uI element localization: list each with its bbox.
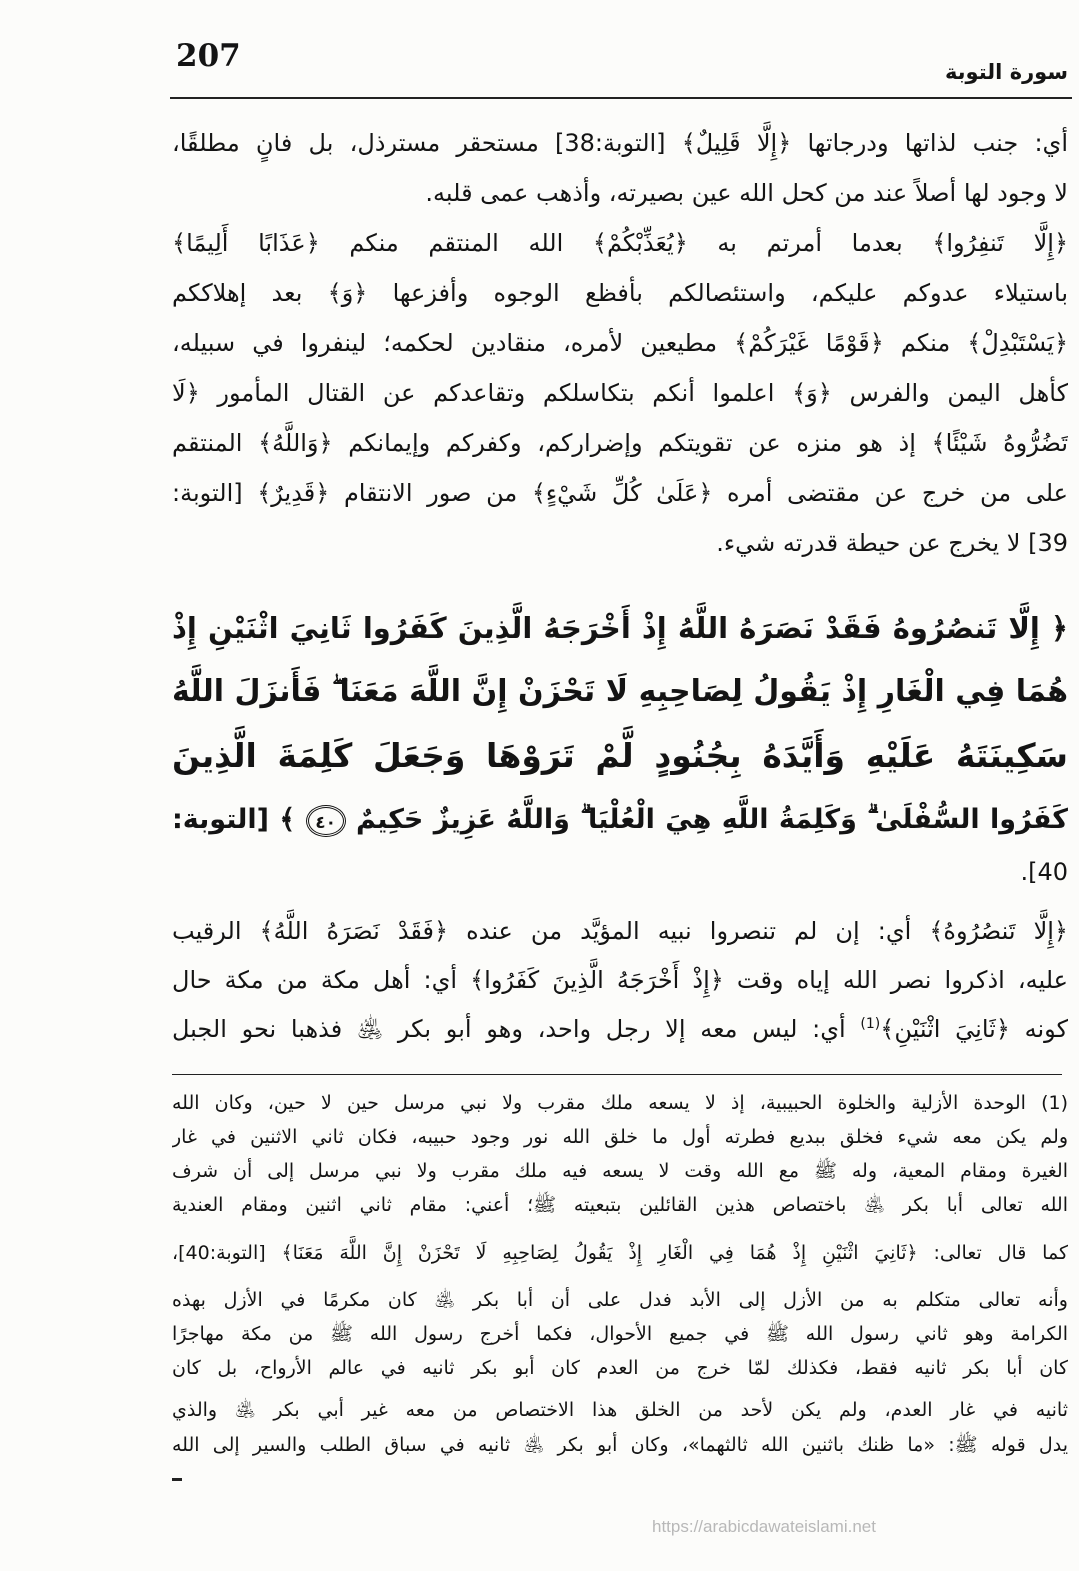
tafsir-line: تَضُرُّوهُ شَيْئًا﴾ إذ هو منزه عن تقويتكم وإضراركم، وكفركم وإيمانكم ﴿وَاللَّهُ﴾ المنتقم	[172, 429, 1068, 457]
surah-title: سورة التوبة	[944, 60, 1068, 84]
verse-number-medallion: ٤٠	[306, 805, 346, 837]
footnote-line: كان أبا بكر ثانيه فقط، فكذلك لمّا خرج من العدم كان أبو بكر ثانيه في عالم الأرواح، بل كان	[172, 1357, 1068, 1379]
commentary-line	[172, 1004, 1068, 1054]
verse-line: هُمَا فِي الْغَارِ إِذْ يَقُولُ لِصَاحِبِهِ لَا تَحْزَنْ إِنَّ اللَّهَ مَعَنَا ۖ فَأَنزَلَ اللَّهُ	[172, 674, 1068, 709]
tafsir-line: باستيلاء عدوكم عليكم، واستئصالكم بأفظع الوجوه وأفزعها ﴿وَ﴾ بعد إهلاككم	[172, 279, 1068, 307]
footnote-line: يدل قوله ﷺ: «ما ظنك باثنين الله ثالثهما»، وكان أبو بكر ﵁ ثانيه في سباق الطلب والسير إلى الله	[172, 1434, 1068, 1456]
page-number: 207	[176, 38, 241, 74]
verse-line-text: كَفَرُوا السُّفْلَىٰ ۗ وَكَلِمَةُ اللَّهِ هِيَ الْعُلْيَا ۗ وَاللَّهُ عَزِيزٌ حَكِيمٌ	[356, 804, 1068, 835]
footnote-line: الكرامة وهو ثاني رسول الله ﷺ في جميع الأحوال، فكما أخرج رسول الله ﷺ من مكة مهاجرًا	[172, 1323, 1068, 1345]
footnote-line: ثانيه في غار العدم، ولم يكن لأحد من الخلق هذا الاختصاص من معه غير أبي بكر ﵁ والذي	[172, 1399, 1068, 1421]
verse-line: ﴿ إِلَّا تَنصُرُوهُ فَقَدْ نَصَرَهُ اللَّهُ إِذْ أَخْرَجَهُ الَّذِينَ كَفَرُوا ثَانِيَ اثْنَيْنِ إِذْ	[172, 611, 1068, 645]
header-rule	[170, 97, 1072, 99]
tafsir-line: كأهل اليمن والفرس ﴿وَ﴾ اعلموا أنكم بتكاسلكم وتقاعدكم عن القتال المأمور ﴿لَا	[172, 379, 1068, 407]
footnote-line: وأنه تعالى متكلم به من الأزل إلى الأبد فدل على أن أبا بكر ﵁ كان مكرمًا في الأزل بهذه	[172, 1289, 1068, 1311]
footnote-marker: (1)	[860, 1016, 881, 1032]
footnote-line: ولم يكن معه شيء فخلق ببديع فطرته أول ما خلق الله نور وجود حبيبه، فكان ثاني الاثنين في غار	[172, 1126, 1068, 1148]
verse-line	[172, 788, 1068, 852]
verse-line: سَكِينَتَهُ عَلَيْهِ وَأَيَّدَهُ بِجُنُودٍ لَّمْ تَرَوْهَا وَجَعَلَ كَلِمَةَ الَّذِينَ	[172, 736, 1068, 775]
tafsir-line: ﴿إِلَّا تَنفِرُوا﴾ بعدما أمرتم به ﴿يُعَذِّبْكُمْ﴾ الله المنتقم منكم ﴿عَذَابًا أَلِيمًا﴾	[172, 229, 1068, 257]
tafsir-line: 39] لا يخرج عن حيطة قدرته شيء.	[716, 529, 1068, 557]
footnote-separator	[172, 1074, 1062, 1075]
tafsir-line: أي: جنب لذاتها ودرجاتها ﴿إِلَّا قَلِيلٌ﴾ [التوبة:38] مستحقر مسترذل، بل فانٍ مطلقًا،	[172, 129, 1068, 157]
tafsir-line: لا وجود لها أصلاً عند من كحل الله عين بصيرته، وأذهب عمى قلبه.	[425, 179, 1068, 207]
commentary-text: كونه ﴿ثَانِيَ اثْنَيْنِ﴾	[880, 1015, 1068, 1043]
commentary-line: ﴿إِلَّا تَنصُرُوهُ﴾ أي: إن لم تنصروا نبيه المؤيَّد من عنده ﴿فَقَدْ نَصَرَهُ اللَّهُ﴾ الرقيب	[172, 917, 1068, 945]
watermark: https://arabicdawateislami.net	[652, 1517, 876, 1536]
tafsir-line: ﴿يَسْتَبْدِلْ﴾ منكم ﴿قَوْمًا غَيْرَكُمْ﴾ مطيعين لأمره، منقادين لحكمه؛ لينفروا في سبيله،	[172, 329, 1068, 357]
verse-reference: ﴾ [التوبة:	[172, 804, 296, 835]
continuation-mark	[172, 1478, 182, 1481]
tafsir-line: على من خرج عن مقتضى أمره ﴿عَلَىٰ كُلِّ شَيْءٍ﴾ من صور الانتقام ﴿قَدِيرٌ﴾ [التوبة:	[172, 479, 1068, 507]
commentary-text: أي: ليس معه إلا رجل واحد، وهو أبو بكر ﵁ فذهبا نحو الجبل	[172, 1015, 846, 1043]
footnote-line: الله تعالى أبا بكر ﵁ باختصاص هذين القائلين بتبعيته ﷺ؛ أعني: مقام ثاني اثنين ومقام العندية	[172, 1194, 1068, 1216]
footnote-line: الغيرة ومقام المعية، وله ﷺ مع الله وقت لا يسعه فيه ملك مقرب ولا نبي مرسل إلى أن شرف	[172, 1160, 1068, 1182]
footnote-line: كما قال تعالى: ﴿ثَانِيَ اثْنَيْنِ إِذْ هُمَا فِي الْغَارِ إِذْ يَقُولُ لِصَاحِبِهِ لَا تَحْزَنْ إِنَّ اللَّهَ مَعَنَا﴾ [التوبة:40]،	[172, 1242, 1068, 1264]
commentary-line: عليه، اذكروا نصر الله إياه وقت ﴿إِذْ أَخْرَجَهُ الَّذِينَ كَفَرُوا﴾ أي: أهل مكة من مكة حال	[172, 966, 1068, 994]
footnote-line: (1) الوحدة الأزلية والخلوة الحبيبية، إذ لا يسعه ملك مقرب ولا نبي مرسل حين لا حين، وكان الله	[172, 1092, 1068, 1114]
verse-reference-end: 40].	[1020, 858, 1068, 886]
